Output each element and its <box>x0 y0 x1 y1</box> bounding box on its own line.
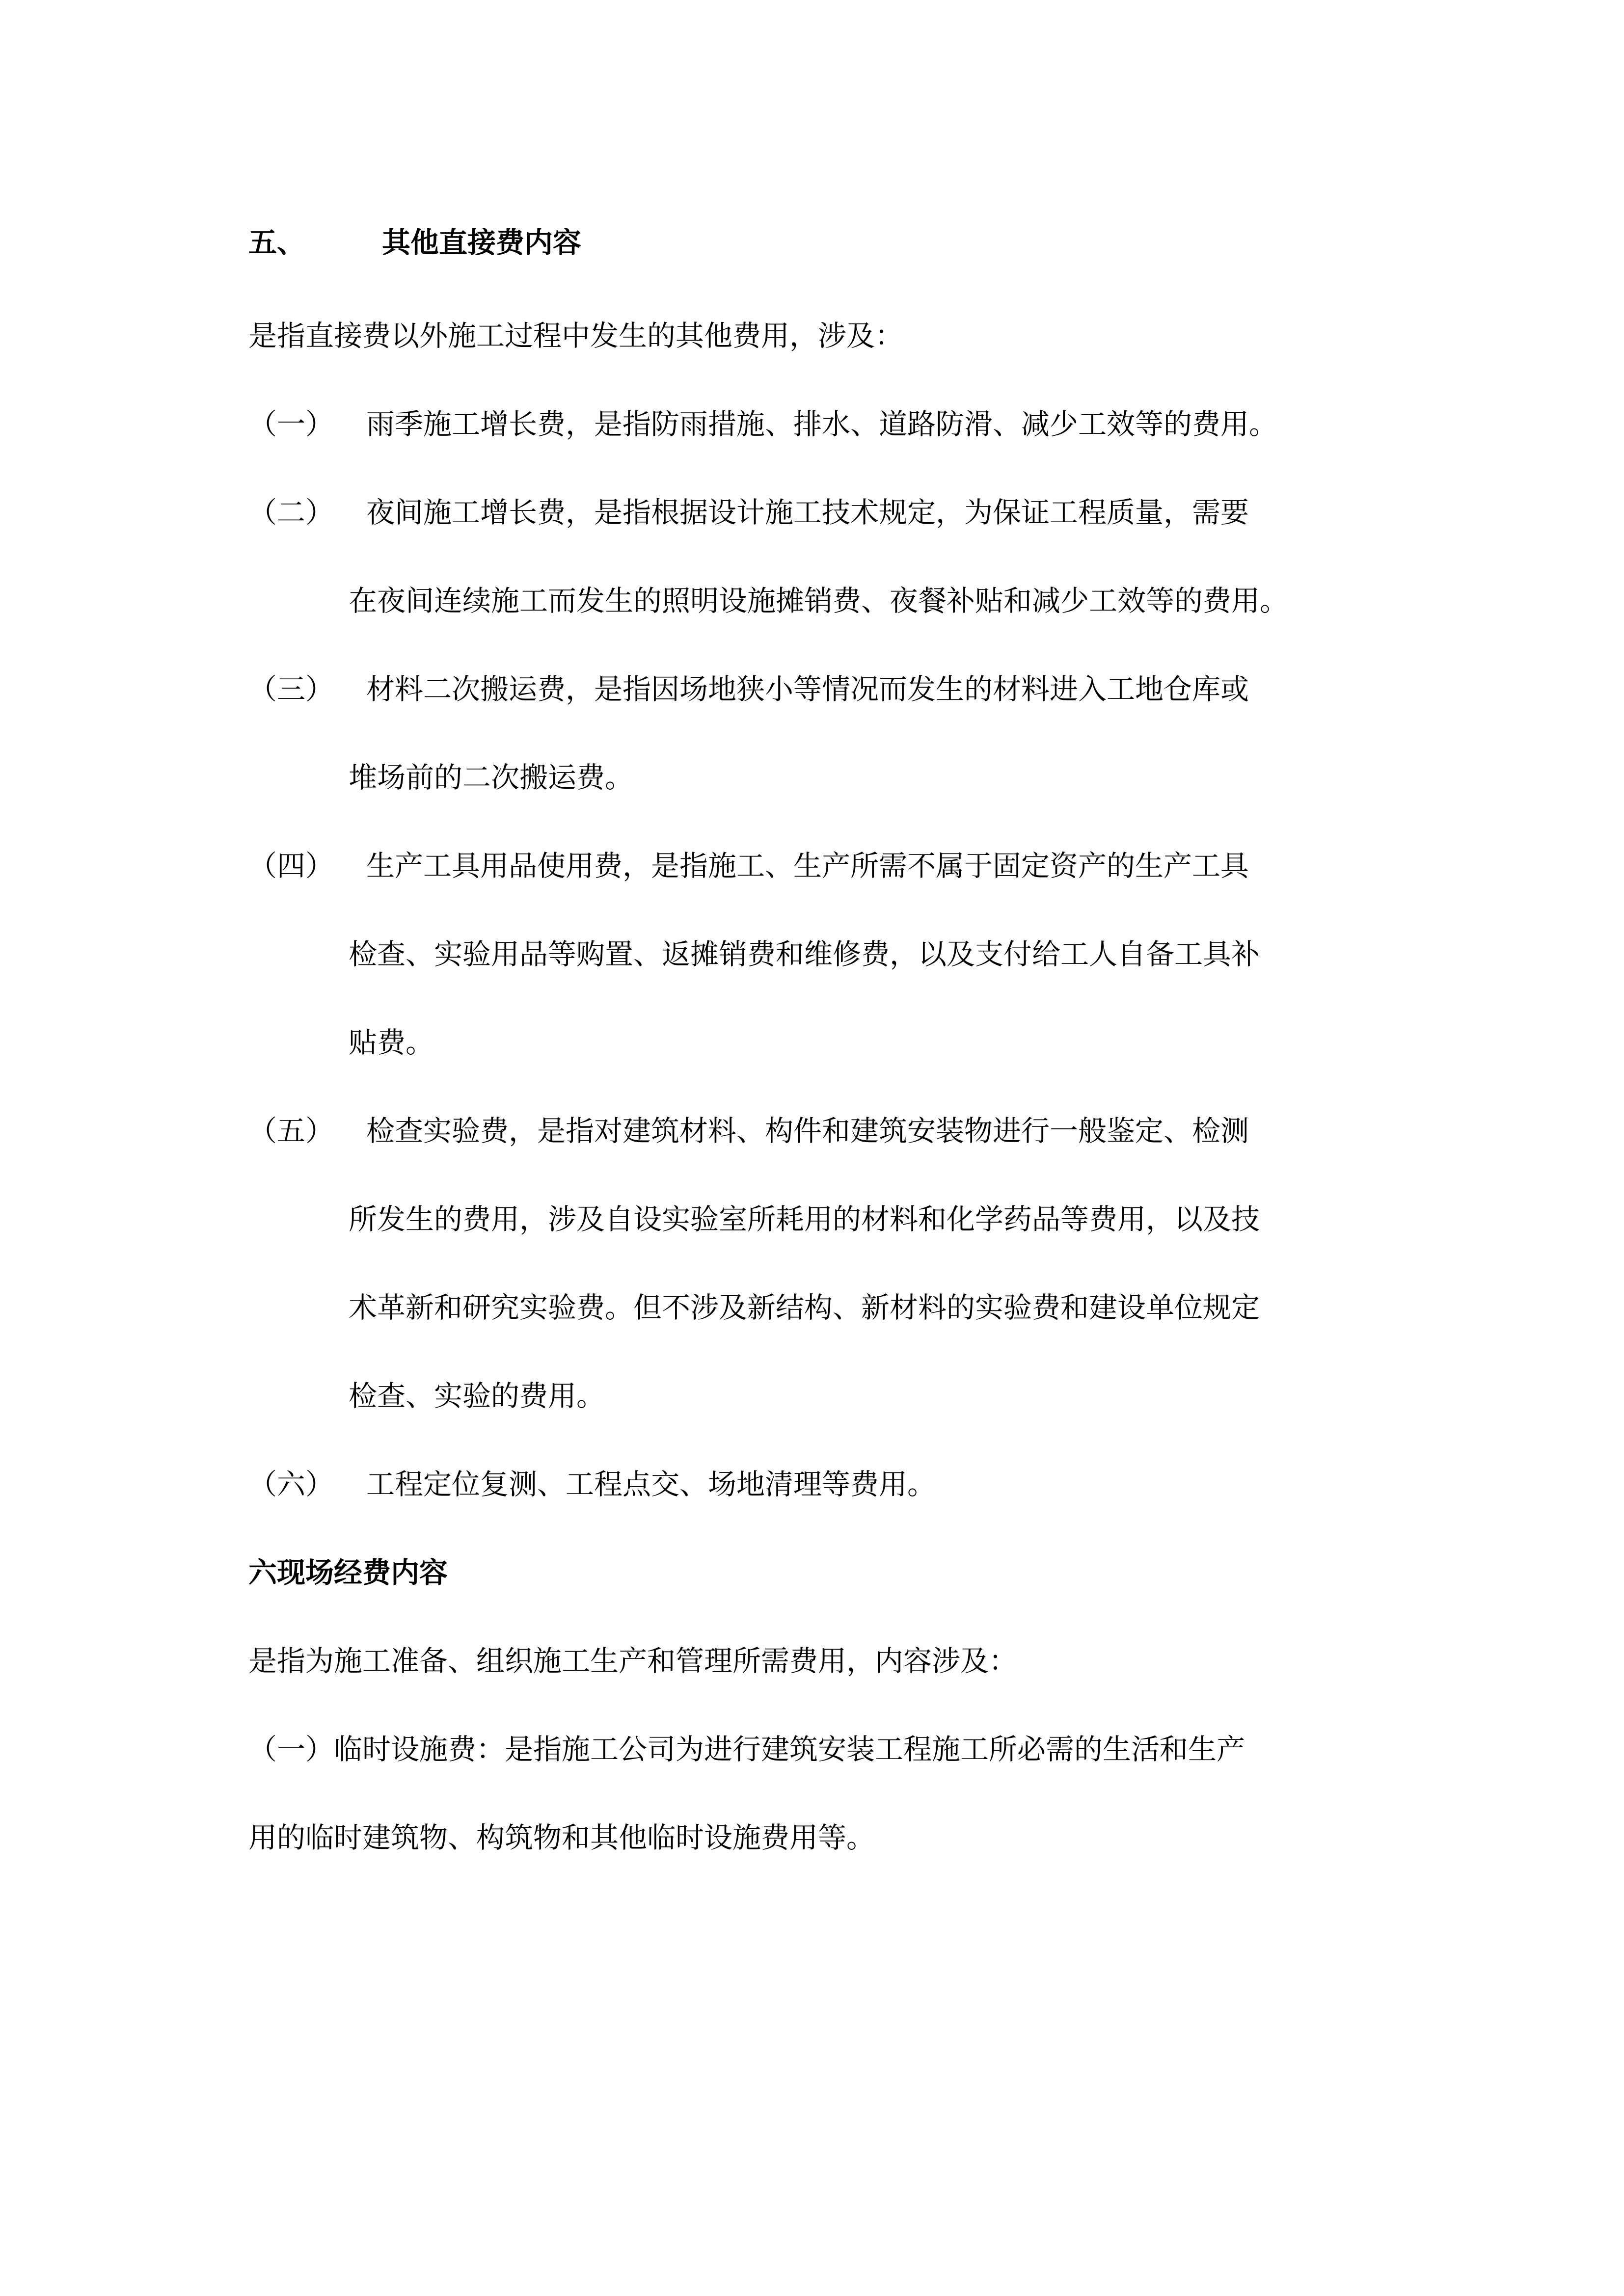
section-intro: 是指直接费以外施工过程中发生的其他费用，涉及： <box>248 319 904 352</box>
item-text: 检查、实验用品等购置、返摊销费和维修费，以及支付给工人自备工具补 <box>349 937 1260 971</box>
item-text: 材料二次搬运费，是指因场地狭小等情况而发生的材料进入工地仓库或 <box>366 672 1249 706</box>
item-label: （一） <box>248 407 334 441</box>
item-text: 用的临时建筑物、构筑物和其他临时设施费用等。 <box>248 1821 875 1854</box>
item-text: 检查实验费，是指对建筑材料、构件和建筑安装物进行一般鉴定、检测 <box>366 1114 1249 1148</box>
item-text: 术革新和研究实验费。但不涉及新结构、新材料的实验费和建设单位规定 <box>349 1291 1260 1324</box>
item-text: 工程定位复测、工程点交、场地清理等费用。 <box>366 1468 936 1501</box>
section-intro: 是指为施工准备、组织施工生产和管理所需费用，内容涉及： <box>248 1644 1018 1678</box>
item-text: 所发生的费用，涉及自设实验室所耗用的材料和化学药品等费用，以及技 <box>349 1202 1260 1236</box>
item-label: （二） <box>248 496 334 529</box>
item-label: （四） <box>248 849 334 882</box>
item-text: 检查、实验的费用。 <box>349 1379 605 1413</box>
item-text: 堆场前的二次搬运费。 <box>349 761 634 794</box>
item-label: （五） <box>248 1114 334 1148</box>
item-text: 生产工具用品使用费，是指施工、生产所需不属于固定资产的生产工具 <box>366 849 1249 882</box>
item-text: 雨季施工增长费，是指防雨措施、排水、道路防滑、减少工效等的费用。 <box>366 407 1278 441</box>
item-text: （一）临时设施费：是指施工公司为进行建筑安装工程施工所必需的生活和生产 <box>248 1733 1245 1766</box>
item-text: 夜间施工增长费，是指根据设计施工技术规定，为保证工程质量，需要 <box>366 496 1249 529</box>
item-label: （三） <box>248 672 334 706</box>
item-label: （六） <box>248 1468 334 1501</box>
section-heading: 六现场经费内容 <box>248 1556 448 1589</box>
section-number: 五、 <box>248 226 306 259</box>
item-text: 在夜间连续施工而发生的照明设施摊销费、夜餐补贴和减少工效等的费用。 <box>349 584 1289 617</box>
section-heading: 其他直接费内容 <box>382 226 582 259</box>
item-text: 贴费。 <box>349 1026 434 1059</box>
